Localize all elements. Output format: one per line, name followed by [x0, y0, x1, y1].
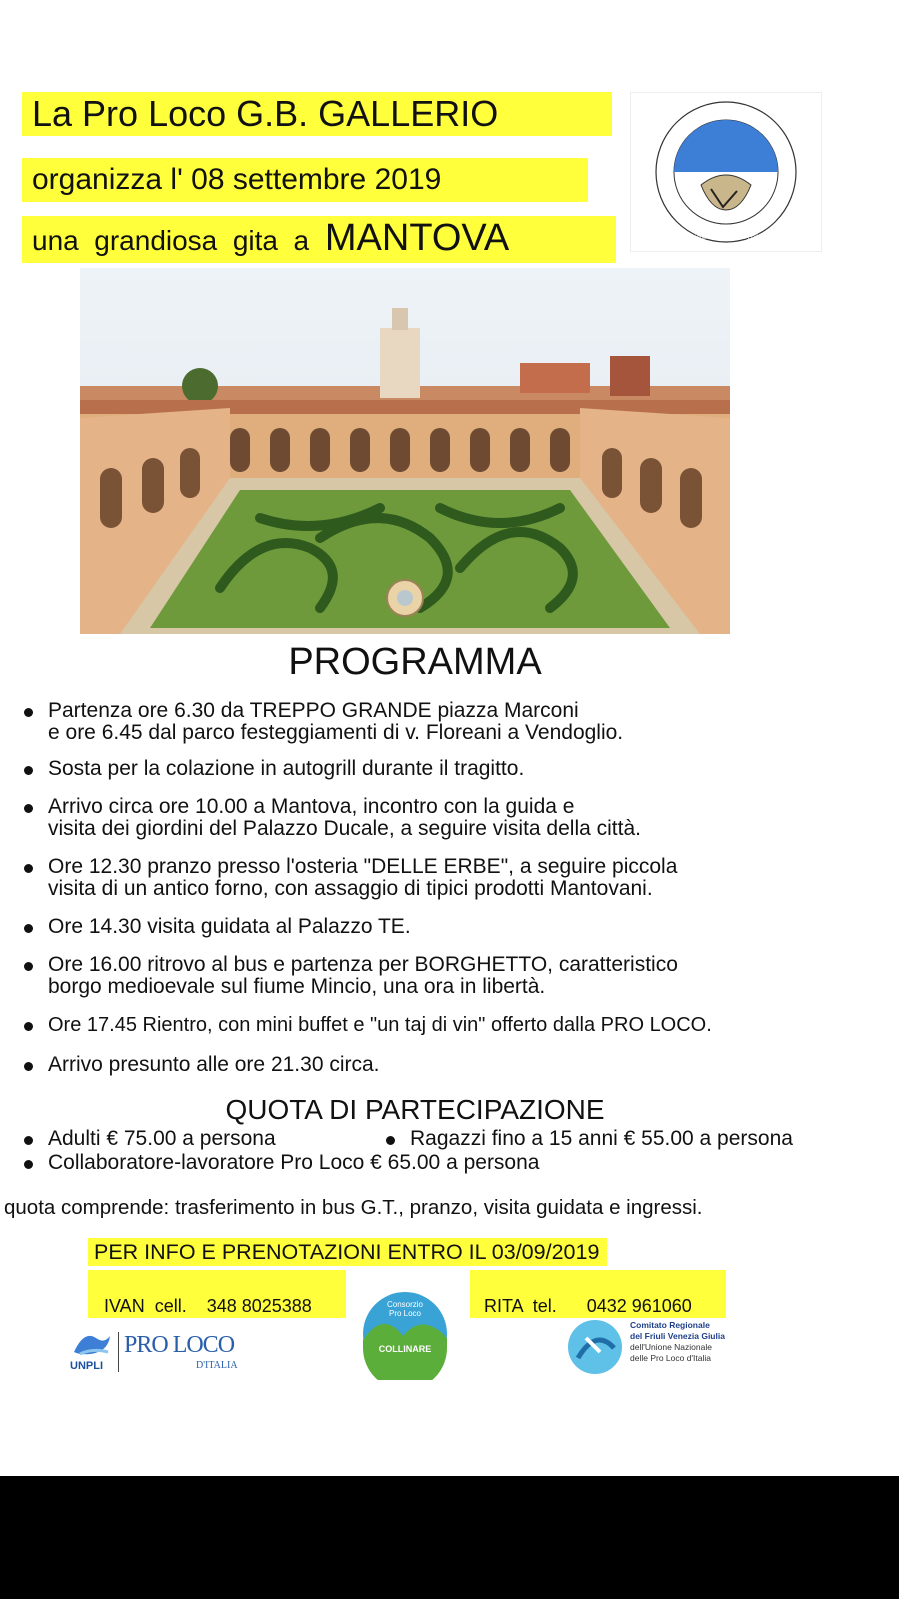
quota-list: [22, 1128, 882, 1178]
header-line-2: [22, 158, 588, 202]
info-title: [88, 1238, 607, 1266]
program-item-4-line-1: Ore 12.30 pranzo presso l'osteria "DELLE ERBE", a seguire piccola: [48, 855, 678, 878]
palazzo-photo: [80, 268, 730, 634]
association-logo: [630, 92, 822, 252]
bullet-icon: [24, 1062, 33, 1071]
bullet-icon: [24, 962, 33, 971]
comitato-logo: [562, 1314, 742, 1380]
proloco-sub-label: D'ITALIA: [196, 1360, 238, 1371]
bullet-icon: [24, 924, 33, 933]
header-line-3-prefix: una grandiosa gita a: [32, 225, 310, 256]
header-line-1: [22, 92, 612, 136]
bullet-icon: [24, 804, 33, 813]
comitato-line-1: Comitato Regionale: [630, 1320, 710, 1330]
info-rita: [470, 1270, 726, 1318]
unpli-label: UNPLI: [70, 1360, 103, 1372]
unpli-logo: [70, 1330, 250, 1380]
bottom-black-bar: [0, 1476, 899, 1599]
quota-comprende: quota comprende: trasferimento in bus G.T., pranzo, visita guidata e ingressi.: [4, 1196, 703, 1219]
program-item-7-line-1: Ore 17.45 Rientro, con mini buffet e "un taj di vin" offerto dalla PRO LOCO.: [48, 1014, 712, 1036]
program-item-8-line-1: Arrivo presunto alle ore 21.30 circa.: [48, 1053, 380, 1076]
quota-collaboratore-text: Collaboratore-lavoratore Pro Loco € 65.00 a persona: [48, 1151, 540, 1174]
unpli-emblem-icon: [70, 1330, 114, 1360]
bullet-icon: [24, 1136, 33, 1145]
info-ivan-text: IVAN cell. 348 8025388: [104, 1296, 312, 1316]
info-ivan: [88, 1270, 346, 1318]
association-logo-text: Associazione Pro Loco G.B. Gallerio - Vendoglio: [671, 235, 772, 247]
consorzio-mid-label: Pro Loco: [388, 1309, 422, 1318]
program-item-3-line-1: Arrivo circa ore 10.00 a Mantova, incontro con la guida e: [48, 795, 575, 818]
proloco-main-label: PRO LOCO: [124, 1332, 235, 1358]
program-list: [22, 700, 882, 1080]
association-logo-graphic: [631, 93, 821, 251]
program-item-1-line-1: Partenza ore 6.30 da TREPPO GRANDE piazza Marconi: [48, 699, 579, 722]
comitato-emblem-icon: [566, 1318, 624, 1376]
comitato-line-4: delle Pro Loco d'Italia: [630, 1353, 712, 1363]
program-title: PROGRAMMA: [288, 641, 542, 683]
program-item-1-line-2: e ore 6.45 dal parco festeggiamenti di v. Floreani a Vendoglio.: [48, 721, 624, 744]
consorzio-top-label: Consorzio: [386, 1300, 423, 1309]
bullet-icon: [24, 1160, 33, 1169]
bullet-icon: [24, 1022, 33, 1031]
program-item-6-line-1: Ore 16.00 ritrovo al bus e partenza per BORGHETTO, caratteristico: [48, 953, 678, 976]
bullet-icon: [24, 766, 33, 775]
program-item-3-line-2: visita dei giordini del Palazzo Ducale, a seguire visita della città.: [48, 817, 641, 840]
program-item-4-line-2: visita di un antico forno, con assaggio di tipici prodotti Mantovani.: [48, 877, 653, 900]
header-line-1-text: La Pro Loco G.B. GALLERIO: [32, 93, 499, 134]
quota-title: QUOTA DI PARTECIPAZIONE: [225, 1094, 605, 1125]
program-item-6-line-2: borgo medioevale sul fiume Mincio, una ora in libertà.: [48, 975, 546, 998]
info-rita-text: RITA tel. 0432 961060: [484, 1296, 692, 1316]
bullet-icon: [386, 1136, 395, 1145]
palazzo-photo-illustration: [80, 268, 730, 634]
program-item-2-line-1: Sosta per la colazione in autogrill durante il tragitto.: [48, 757, 525, 780]
info-title-text: PER INFO E PRENOTAZIONI ENTRO IL 03/09/2019: [94, 1240, 600, 1264]
quota-adulti-text: Adulti € 75.00 a persona: [48, 1127, 276, 1150]
quota-ragazzi-text: Ragazzi fino a 15 anni € 55.00 a persona: [410, 1127, 793, 1150]
bullet-icon: [24, 708, 33, 717]
bullet-icon: [24, 864, 33, 873]
header-line-3: [22, 216, 616, 263]
program-item-5-line-1: Ore 14.30 visita guidata al Palazzo TE.: [48, 915, 411, 938]
consorzio-bottom-label: COLLINARE: [378, 1344, 432, 1354]
header-line-2-text: organizza l' 08 settembre 2019: [32, 163, 442, 196]
consorzio-logo: [360, 1288, 450, 1380]
comitato-line-3: dell'Unione Nazionale: [630, 1342, 712, 1352]
header-line-3-city: MANTOVA: [324, 217, 510, 259]
logo-divider: [118, 1332, 119, 1372]
comitato-line-2: del Friuli Venezia Giulia: [630, 1331, 725, 1341]
